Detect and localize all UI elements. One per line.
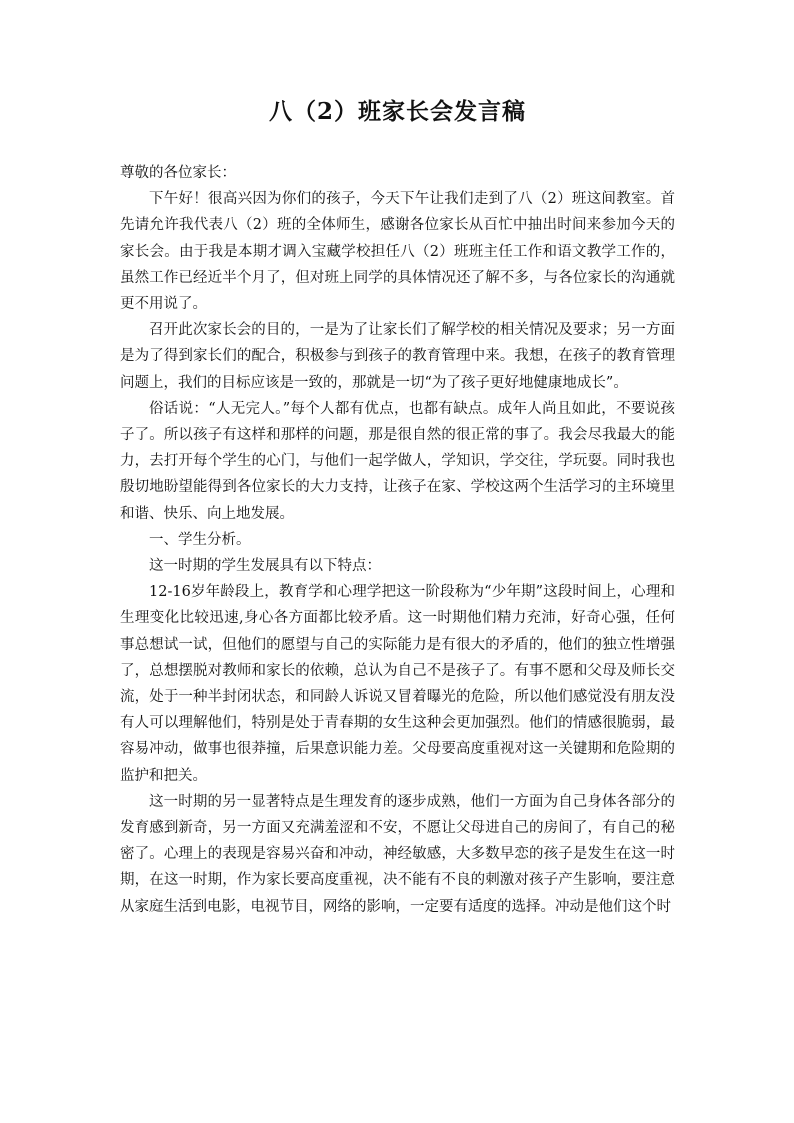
paragraph-proverb: 俗话说：“人无完人。”每个人都有优点，也都有缺点。成年人尚且如此，不要说孩子了。所以孩子有这样和那样的问题，那是很自然的很正常的事了。我会尽我最大的能力，去打开每个学生的心门，与他们一起学做人，学知识，学交往，学玩耍。同时我也殷切地盼望能得到各位家长的大力支持，让孩子在家、学校这两个生活学习的主环境里和谐、快乐、向上地发展。: [120, 400, 675, 522]
section-heading-student-analysis: 一、学生分析。: [149, 531, 251, 548]
paragraph-purpose: 召开此次家长会的目的，一是为了让家长们了解学校的相关情况及要求；另一方面是为了得到家长们的配合，积极参与到孩子的教育管理中来。我想，在孩子的教育管理问题上，我们的目标应该是一致的，那就是一切“为了孩子更好地健康地成长”。: [120, 322, 675, 391]
document-body: [120, 160, 675, 920]
paragraph-greeting: 下午好！很高兴因为你们的孩子，今天下午让我们走到了八（2）班这间教室。首先请允许我代表八（2）班的全体师生，感谢各位家长从百忙中抽出时间来参加今天的家长会。由于我是本期才调入宝藏学校担任八（2）班班主任工作和语文教学工作的，虽然工作已经近半个月了，但对班上同学的具体情况还了解不多，与各位家长的沟通就更不用说了。: [120, 191, 675, 313]
paragraph-adolescence: 12-16岁年龄段上，教育学和心理学把这一阶段称为“少年期”这段时间上，心理和生理变化比较迅速,身心各方面都比较矛盾。这一时期他们精力充沛，好奇心强，任何事总想试一试，但他们的愿望与自己的实际能力是有很大的矛盾的，他们的独立性增强了，总想摆脱对教师和家长的依赖，总认为自己不是孩子了。有事不愿和父母及师长交流，处于一种半封闭状态，和同龄人诉说又冒着曝光的危险，所以他们感觉没有朋友没有人可以理解他们，特别是处于青春期的女生这种会更加强烈。他们的情感很脆弱，最容易冲动，做事也很莽撞，后果意识能力差。父母要高度重视对这一关键期和危险期的监护和把关。: [120, 584, 675, 784]
paragraph-characteristics-intro: 这一时期的学生发展具有以下特点：: [149, 558, 381, 575]
document-title: 八（2）班家长会发言稿: [268, 98, 526, 125]
salutation: 尊敬的各位家长：: [120, 165, 236, 181]
paragraph-physical-development: 这一时期的另一显著特点是生理发育的逐步成熟，他们一方面为自己身体各部分的发育感到新奇，另一方面又充满羞涩和不安，不愿让父母进自己的房间了，有自己的秘密了。心理上的表现是容易兴奋和冲动，神经敏感，大多数早恋的孩子是发生在这一时期，在这一时期，作为家长要高度重视，决不能有不良的刺激对孩子产生影响，要注意从家庭生活到电影，电视节目，网络的影响，一定要有适度的选择。冲动是他们这个时: [120, 793, 675, 915]
